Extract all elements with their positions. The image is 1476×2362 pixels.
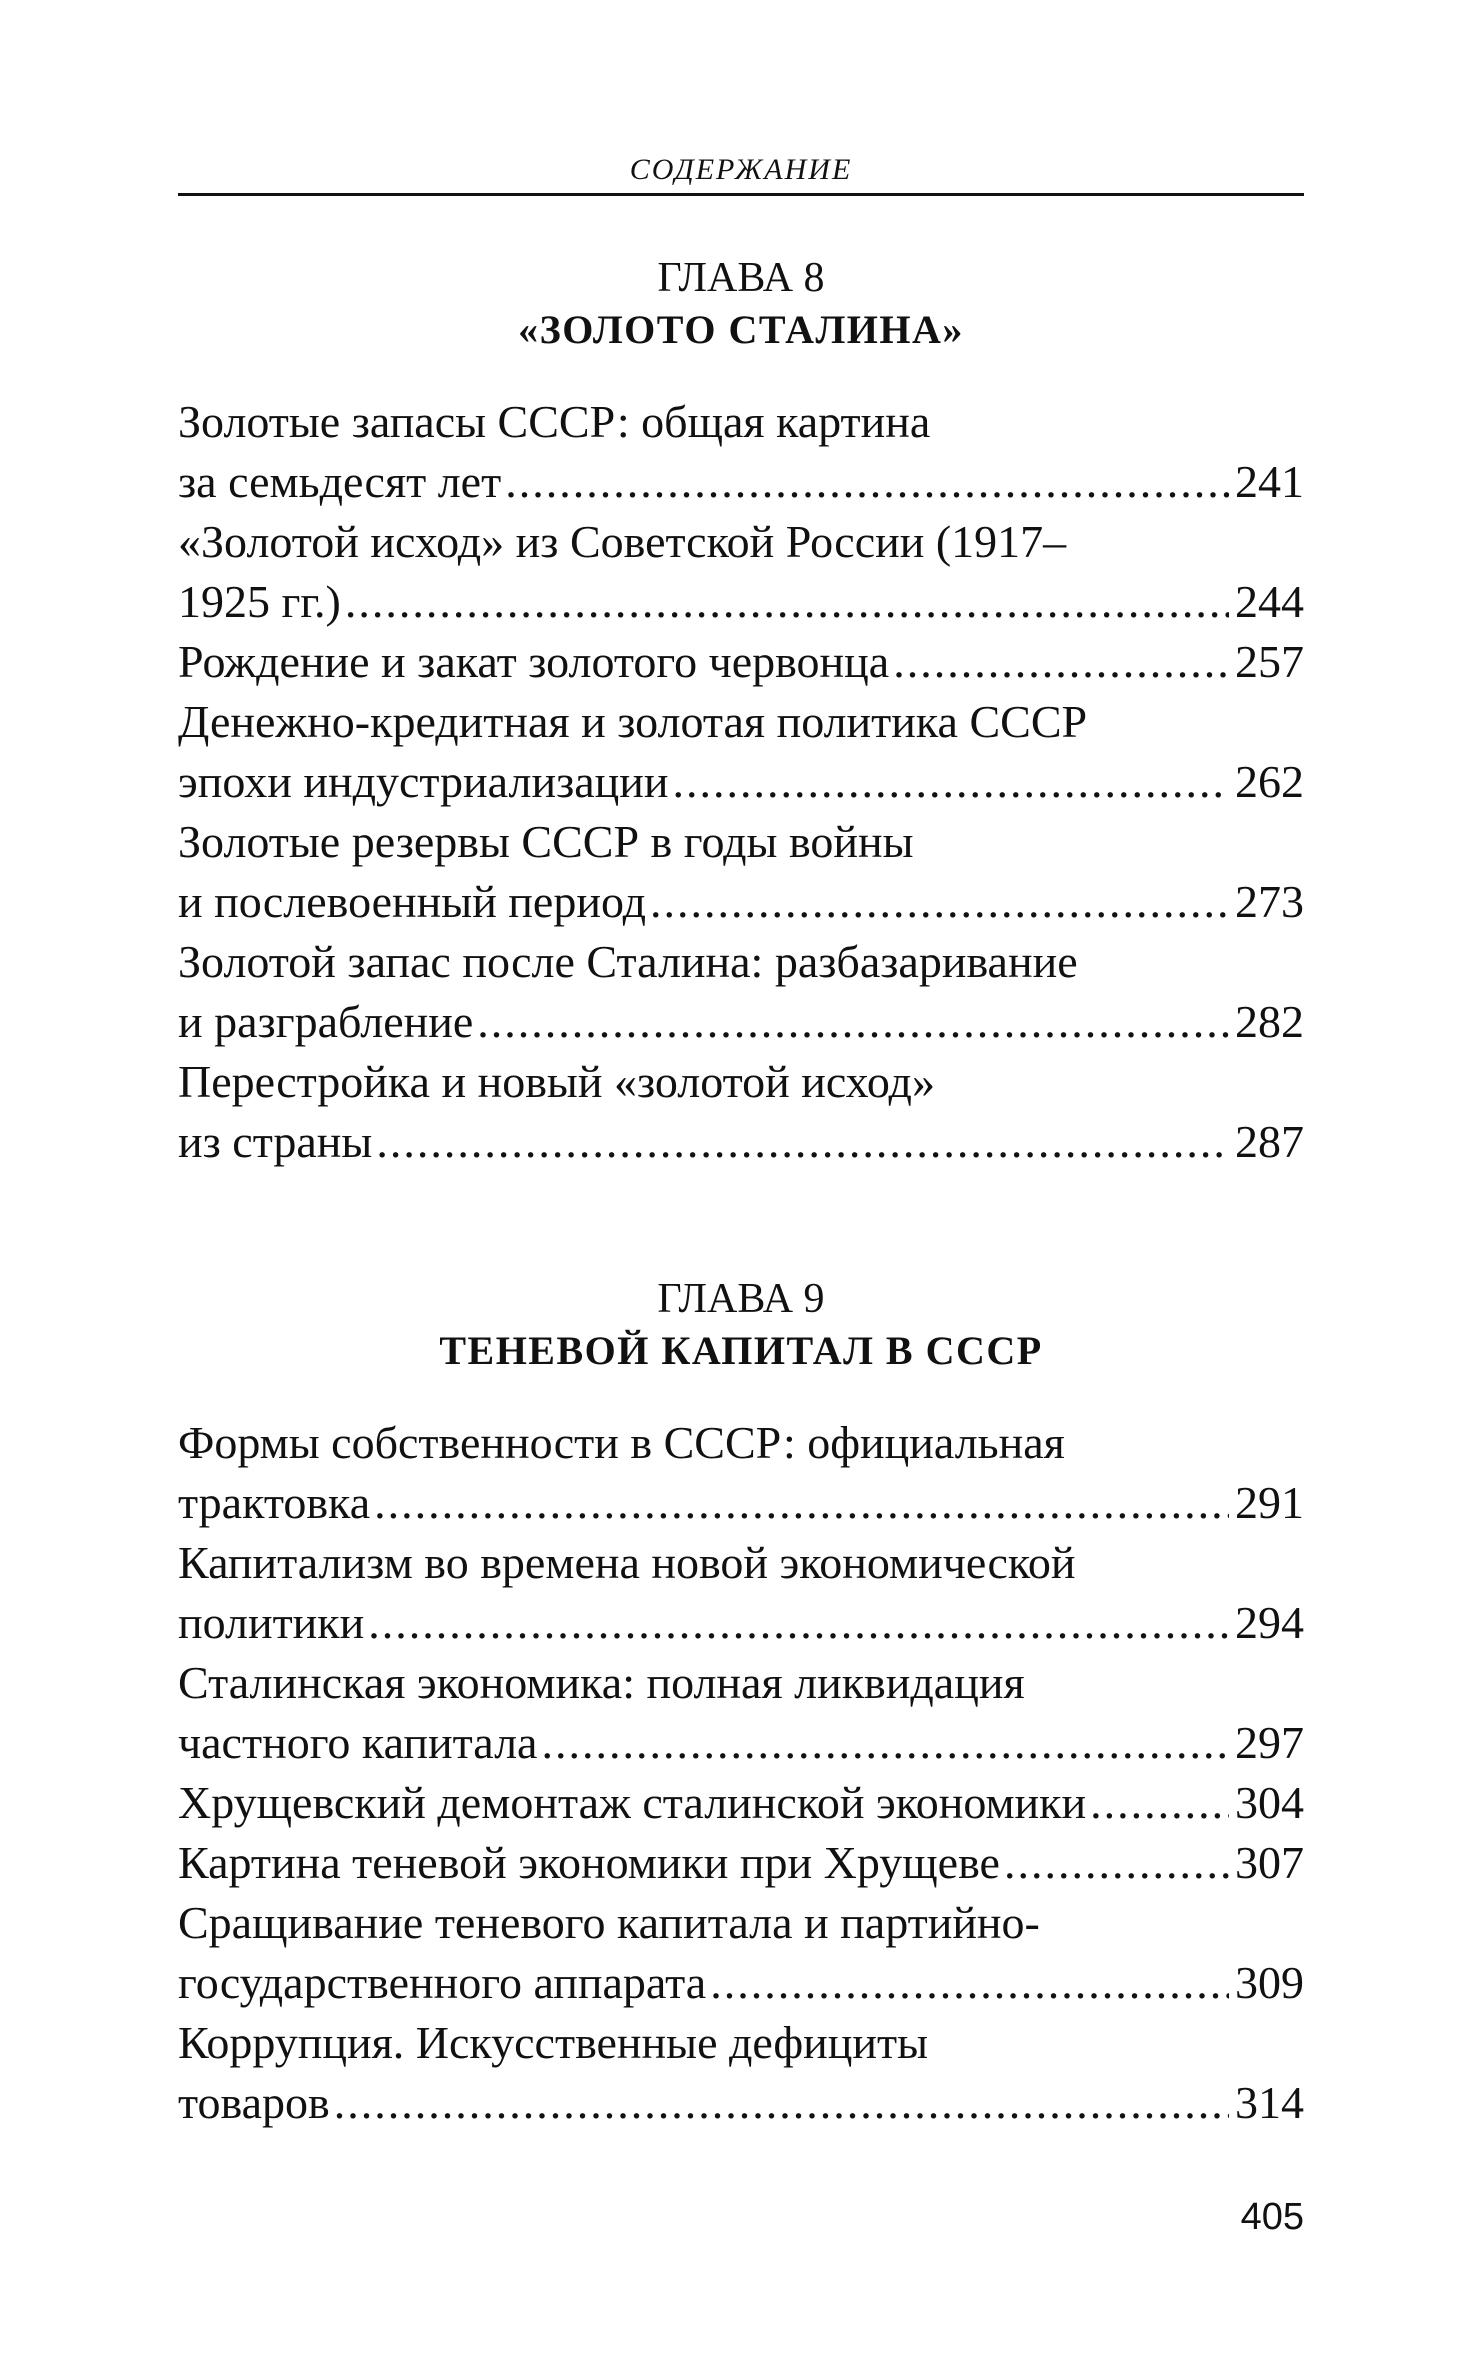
entry-page-number: 257 — [1235, 636, 1304, 687]
entry-title-line: за семьдесят лет — [178, 456, 502, 507]
entry-page-number: 244 — [1235, 576, 1304, 627]
entry-last-line — [178, 1713, 1304, 1773]
entry-page-number: 287 — [1235, 1116, 1304, 1167]
entry-title-line: государственного аппарата — [178, 1957, 707, 2008]
entry-title-line: Рождение и закат золотого червонца — [178, 636, 890, 687]
entry-title-line: и разграбление — [178, 996, 474, 1047]
entry-title-line: 1925 гг.) — [178, 576, 341, 627]
entry-title-line: из страны — [178, 1116, 373, 1167]
toc-entries — [178, 392, 1304, 1172]
entry-page-number: 314 — [1235, 2077, 1304, 2128]
entry-page-number: 309 — [1235, 1957, 1304, 2008]
toc-entry[interactable] — [178, 632, 1304, 692]
dot-leader — [541, 1713, 1229, 1773]
entry-title-line: «Золотой исход» из Советской России (1917– — [178, 516, 1067, 567]
toc-page — [178, 0, 1304, 2362]
entry-title-line: Хрущевский демонтаж сталинской экономики — [178, 1777, 1087, 1828]
entry-title-line: эпохи индустриализации — [178, 756, 669, 807]
dot-leader — [673, 752, 1229, 812]
entry-title-line: Формы собственности в СССР: официальная — [178, 1417, 1065, 1468]
entry-page-number: 304 — [1235, 1777, 1304, 1828]
toc-entry[interactable] — [178, 932, 1304, 1052]
dot-leader — [505, 452, 1229, 512]
entry-title-line: товаров — [178, 2077, 330, 2128]
entry-last-line — [178, 572, 1304, 632]
dot-leader — [650, 872, 1229, 932]
chapter-8 — [178, 252, 1304, 1172]
entry-page-number: 294 — [1235, 1597, 1304, 1648]
entry-last-line — [178, 872, 1304, 932]
entry-title-line: Золотые резервы СССР в годы войны — [178, 816, 914, 867]
toc-entry[interactable] — [178, 2013, 1304, 2133]
entry-last-line — [178, 992, 1304, 1052]
toc-entries — [178, 1413, 1304, 2133]
toc-entry[interactable] — [178, 1833, 1304, 1893]
entry-last-line — [178, 1593, 1304, 1653]
entry-title-line: Перестройка и новый «золотой исход» — [178, 1056, 935, 1107]
chapter-title: ТЕНЕВОЙ КАПИТАЛ В СССР — [439, 1328, 1043, 1373]
header-rule — [178, 193, 1304, 196]
entry-title-line: Золотой запас после Сталина: разбазаривание — [178, 936, 1078, 987]
entry-page-number: 291 — [1235, 1477, 1304, 1528]
entry-page-number: 282 — [1235, 996, 1304, 1047]
entry-page-number: 262 — [1235, 756, 1304, 807]
dot-leader — [368, 1593, 1229, 1653]
toc-entry[interactable] — [178, 1413, 1304, 1533]
page-number: 405 — [1240, 2196, 1304, 2238]
entry-page-number: 297 — [1235, 1717, 1304, 1768]
entry-last-line — [178, 1953, 1304, 2013]
entry-last-line — [178, 632, 1304, 692]
entry-title-line: частного капитала — [178, 1717, 538, 1768]
chapter-title: «ЗОЛОТО СТАЛИНА» — [518, 307, 964, 352]
entry-last-line — [178, 1833, 1304, 1893]
dot-leader — [477, 992, 1229, 1052]
chapter-number: ГЛАВА 8 — [657, 255, 825, 301]
entry-title-line: Золотые запасы СССР: общая картина — [178, 396, 931, 447]
chapter-9 — [178, 1273, 1304, 2133]
dot-leader — [710, 1953, 1229, 2013]
dot-leader — [1090, 1773, 1229, 1833]
toc-entry[interactable] — [178, 812, 1304, 932]
entry-title-line: и послевоенный период — [178, 876, 647, 927]
entry-page-number: 307 — [1235, 1837, 1304, 1888]
dot-leader — [893, 632, 1229, 692]
toc-entry[interactable] — [178, 1533, 1304, 1653]
dot-leader — [376, 1112, 1229, 1172]
chapter-number: ГЛАВА 9 — [657, 1276, 825, 1322]
entry-title-line: Коррупция. Искусственные дефициты — [178, 2017, 929, 2068]
entry-page-number: 241 — [1235, 456, 1304, 507]
dot-leader — [1004, 1833, 1229, 1893]
toc-entry[interactable] — [178, 1893, 1304, 2013]
toc-entry[interactable] — [178, 1052, 1304, 1172]
dot-leader — [334, 2073, 1229, 2133]
toc-entry[interactable] — [178, 692, 1304, 812]
entry-last-line — [178, 1112, 1304, 1172]
entry-last-line — [178, 752, 1304, 812]
entry-page-number: 273 — [1235, 876, 1304, 927]
running-head: СОДЕРЖАНИЕ — [629, 153, 853, 186]
entry-title-line: Сращивание теневого капитала и партийно- — [178, 1897, 1040, 1948]
entry-last-line — [178, 2073, 1304, 2133]
entry-title-line: политики — [178, 1597, 365, 1648]
toc-entry[interactable] — [178, 392, 1304, 512]
toc-entry[interactable] — [178, 1653, 1304, 1773]
toc-entry[interactable] — [178, 512, 1304, 632]
entry-last-line — [178, 1773, 1304, 1833]
entry-title-line: Капитализм во времена новой экономической — [178, 1537, 1076, 1588]
dot-leader — [374, 1473, 1229, 1533]
entry-last-line — [178, 1473, 1304, 1533]
entry-title-line: трактовка — [178, 1477, 371, 1528]
entry-last-line — [178, 452, 1304, 512]
entry-title-line: Сталинская экономика: полная ликвидация — [178, 1657, 1025, 1708]
dot-leader — [345, 572, 1229, 632]
entry-title-line: Денежно-кредитная и золотая политика СССР — [178, 696, 1088, 747]
toc-entry[interactable] — [178, 1773, 1304, 1833]
entry-title-line: Картина теневой экономики при Хрущеве — [178, 1837, 1000, 1888]
